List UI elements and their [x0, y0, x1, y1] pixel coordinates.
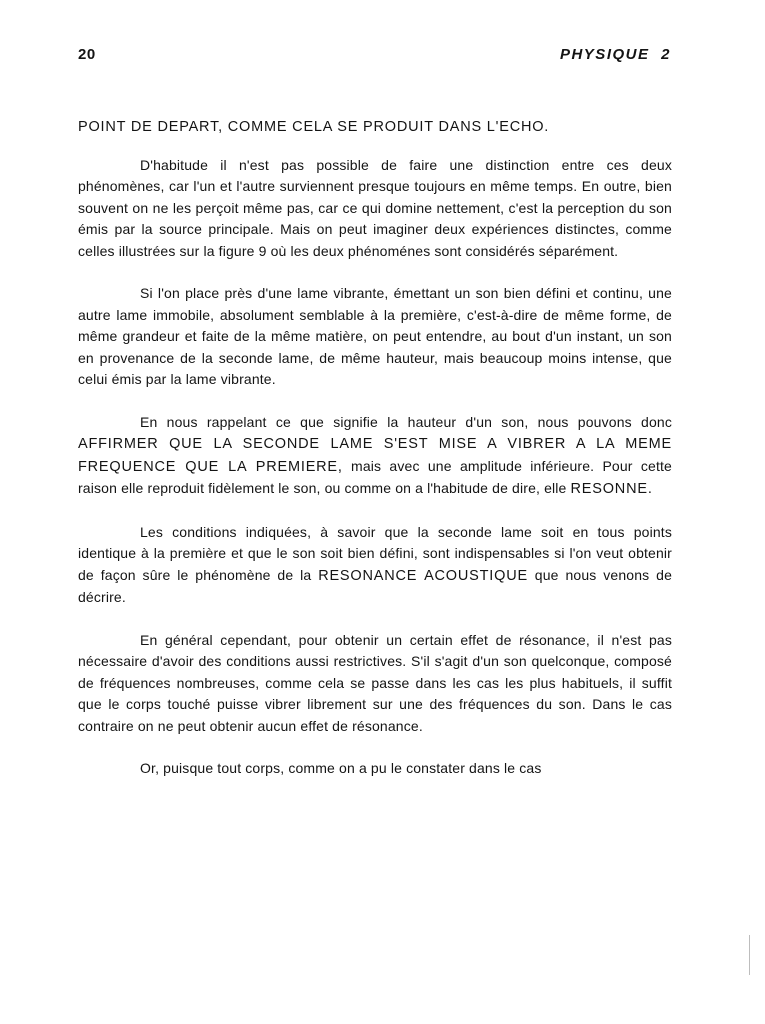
paragraph-3	[78, 412, 672, 501]
paragraph-3-text-a: En nous rappelant ce que signifie la hauteur d'un son, nous pouvons donc	[140, 413, 672, 430]
scan-margin-line	[749, 935, 750, 975]
paragraph-3-emphasis-2: RESONNE.	[570, 481, 653, 497]
paragraph-1: D'habitude il n'est pas possible de faire une distinction entre ces deux phénomènes, car l'un et l'autre surviennent presque toujours en même temps. En outre, bien souvent on ne les perçoit même pas, car ce qui domine nettement, c'est la perception du son émis par la source principale. Mais on peut imaginer deux expériences distinctes, comme celles illustrées sur la figure 9 où les deux phénoménes sont considérés séparément.	[78, 156, 672, 259]
paragraph-6: Or, puisque tout corps, comme on a pu le constater dans le cas	[140, 760, 542, 776]
paragraph-4	[78, 522, 672, 609]
paragraph-3-emphasis: AFFIRMER QUE LA SECONDE LAME S'EST MISE A VIBRER A LA MEME FREQUENCE QUE LA PREMIERE,	[78, 436, 672, 475]
paragraph-3-text-b: mais avec une amplitude inférieure. Pour cette raison elle reproduit fidèlement le son, ou comme on a l'habitude de dire, elle	[78, 457, 672, 496]
paragraph-4-text-a: Les conditions indiquées, à savoir que la seconde lame soit en tous points identique à la première et que le son soit bien défini, sont indispensables si l'on veut obtenir de façon sûre le phénomène de la	[78, 523, 672, 583]
intro-line: POINT DE DEPART, COMME CELA SE PRODUIT DANS L'ECHO.	[78, 119, 550, 135]
paragraph-4-emphasis: RESONANCE ACOUSTIQUE	[318, 567, 528, 584]
paragraph-4-text-b: que nous venons de décrire.	[78, 566, 673, 605]
paragraph-5: En général cependant, pour obtenir un certain effet de résonance, il n'est pas nécessaire d'avoir des conditions aussi restrictives. S'il s'agit d'un son quelconque, composé de fréquences nombreuses, comme cela se passe dans les cas les plus habituels, il suffit que le corps touché puisse vibrer librement sur une des fréquences du son. Dans le cas contraire on ne peut obtenir aucun effet de résonance.	[78, 631, 672, 734]
page-number: 20	[78, 46, 96, 63]
paragraph-2: Si l'on place près d'une lame vibrante, émettant un son bien défini et continu, une autre lame immobile, absolument semblable à la première, c'est-à-dire de même forme, de même grandeur et faite de la même matière, on peut entendre, au bout d'un instant, un son en provenance de la seconde lame, de même hauteur, mais beaucoup moins intense, que celui émis par la lame vibrante.	[78, 285, 672, 387]
running-title: PHYSIQUE 2	[559, 46, 671, 63]
body-text	[78, 117, 672, 780]
